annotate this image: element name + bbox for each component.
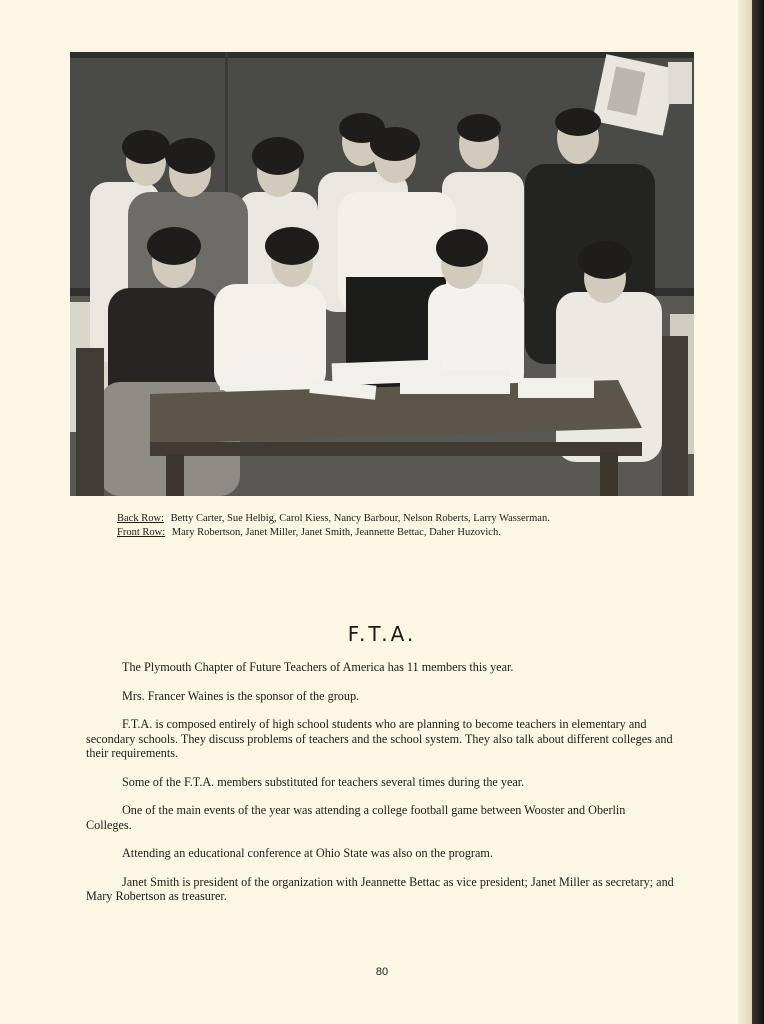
group-photo: [70, 52, 694, 496]
front-row-line: [117, 526, 677, 540]
paragraph: F.T.A. is composed entirely of high school students who are planning to become teachers in elementary and secondary schools. They discuss problems of teachers and the school system. They also talk about different colleges and their requirements.: [86, 717, 673, 760]
photo-caption: [117, 512, 677, 540]
page-number: 80: [375, 966, 389, 978]
back-row-label: Back Row:: [117, 513, 164, 524]
article-body: [86, 660, 674, 918]
paragraph: Mrs. Francer Waines is the sponsor of the group.: [122, 688, 360, 703]
paragraph: Some of the F.T.A. members substituted for teachers several times during the year.: [122, 774, 525, 789]
front-row-names: Mary Robertson, Janet Miller, Janet Smith, Jeannette Bettac, Daher Huzovich.: [171, 527, 501, 538]
back-row-line: [117, 512, 677, 526]
paragraph: Janet Smith is president of the organization with Jeannette Bettac as vice president; Janet Miller as secretary; and Mary Robertson as treasurer.: [86, 874, 674, 903]
front-row-label: Front Row:: [117, 527, 166, 538]
paragraph: Attending an educational conference at Ohio State was also on the program.: [122, 846, 493, 860]
back-row-names: Betty Carter, Sue Helbig, Carol Kiess, Nancy Barbour, Nelson Roberts, Larry Wasserman.: [170, 513, 550, 524]
paragraph: The Plymouth Chapter of Future Teachers of America has 11 members this year.: [122, 660, 514, 674]
book-binding-shadow: [752, 0, 764, 1024]
paragraph: One of the main events of the year was attending a college football game between Wooster and Oberlin Colleges.: [86, 803, 626, 832]
section-title: F.T.A.: [347, 622, 417, 646]
group-photo-illustration: [70, 52, 694, 496]
